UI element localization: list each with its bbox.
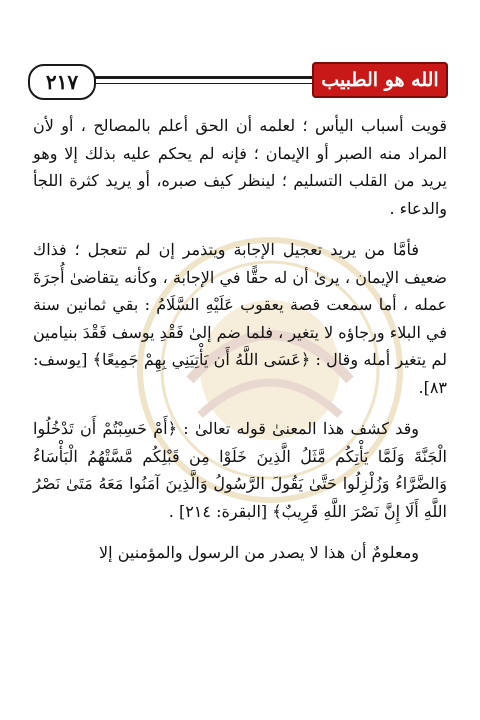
page-body: [33, 112, 447, 567]
page-header: [28, 62, 448, 102]
paragraph-2: فأمَّا من يريد تعجيل الإجابة ويتذمر إن لم تتعجل ؛ فذاك ضعيف الإيمان ، يرىٰ أن له حقًّا في الإجابة ، وكأنه يتقاضىٰ أُجرَةَ عمله ، أما سمعت قصة يعقوب عَلَيْهِ السَّلَامُ : بقي ثمانين سنة في البلاء ورجاؤه لا يتغير ، فلما ضم إلىٰ فَقْدِ يوسف فَقْدَ بنيامين لم يتغير أمله وقال : ﴿عَسَى اللَّهُ أَن يَأْتِيَنِي بِهِمْ جَمِيعًا﴾ [يوسف: ٨٣].: [33, 240, 447, 397]
paragraph-4: ومعلومٌ أن هذا لا يصدر من الرسول والمؤمنين إلا: [99, 543, 419, 562]
chapter-title: الله هو الطبيب: [312, 62, 448, 98]
page-number: ٢١٧: [28, 64, 96, 100]
paragraph-1: قويت أسباب اليأس ؛ لعلمه أن الحق أعلم بالمصالح ، أو لأن المراد منه الصبر أو الإيمان ؛ فإنه لم يحكم عليه بذلك إلا وهو يريد من القلب التسليم ؛ لينظر كيف صبره، أو يريد كثرة اللجأ والدعاء .: [33, 116, 447, 218]
paragraph-3: وقد كشف هذا المعنىٰ قوله تعالىٰ : ﴿أَمْ حَسِبْتُمْ أَن تَدْخُلُوا الْجَنَّةَ وَلَمَّا يَأْتِكُم مَّثَلُ الَّذِينَ خَلَوْا مِن قَبْلِكُم مَّسَّتْهُمُ الْبَأْسَاءُ وَالضَّرَّاءُ وَزُلْزِلُوا حَتَّىٰ يَقُولَ الرَّسُولُ وَالَّذِينَ آمَنُوا مَعَهُ مَتَىٰ نَصْرُ اللَّهِ أَلَا إِنَّ نَصْرَ اللَّهِ قَرِيبٌ﴾ [البقرة: ٢١٤] .: [33, 419, 447, 521]
